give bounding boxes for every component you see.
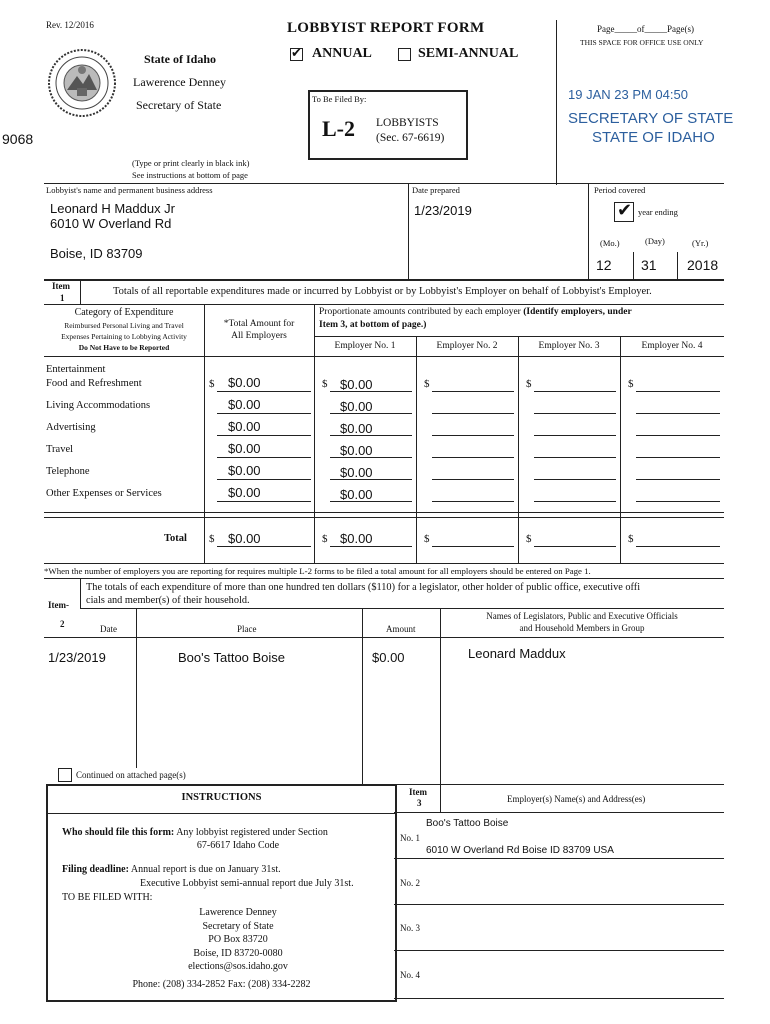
proportion-header: Proportionate amounts contributed by each employer (Identify employers, under [319,307,632,317]
who-should-file-2: 67-6617 Idaho Code [196,840,280,851]
amount-underline [534,479,616,480]
employer-no-2-label: No. 2 [400,878,420,888]
employer-col-3: Employer No. 3 [538,341,600,351]
expense-total-amount[interactable]: $0.00 [228,463,261,478]
employer-col-2: Employer No. 2 [436,341,498,351]
item3-number: 3 [417,798,422,808]
amount-underline [330,413,412,414]
annual-checkbox[interactable] [290,45,303,61]
amount-underline [217,479,311,480]
item2-description-1: The totals of each expenditure of more than one hundred ten dollars ($110) for a legislator, other holder of public office, executive offi [86,582,641,593]
period-covered-label: Period covered [594,185,646,195]
item1-label: Item [52,281,70,291]
period-year[interactable]: 2018 [687,257,719,273]
proportion-header-3: Item 3, at bottom of page.) [319,320,427,330]
instructions-note: See instructions at bottom of page [132,170,248,180]
amount-underline [534,435,616,436]
item1-description: Totals of all reportable expenditures made or incurred by Lobbyist or by Lobbyist's Employer on behalf of Lobbyist's Employer. [113,286,652,297]
dollar-sign: $ [209,533,215,545]
dollar-sign: $ [526,533,532,545]
period-month[interactable]: 12 [596,257,612,273]
amount-underline [432,435,514,436]
item2-entry-date[interactable]: 1/23/2019 [48,650,106,665]
total-all-employers[interactable]: $0.00 [228,531,261,546]
expense-category: Telephone [46,466,90,477]
item1-footnote: *When the number of employers you are reporting for requires multiple L-2 forms to be filed a total amount for all employers should be entered on Page 1. [44,566,591,576]
revision-date: Rev. 12/2016 [46,20,94,30]
date-prepared-label: Date prepared [412,185,460,195]
amount-underline [432,391,514,392]
continued-label: Continued on attached page(s) [76,770,186,780]
amount-underline [534,391,616,392]
item1-number: 1 [60,293,65,303]
expense-category: Other Expenses or Services [46,488,162,499]
amount-underline [217,413,311,414]
dollar-sign: $ [424,378,430,390]
dollar-sign: $ [628,378,634,390]
total-label: Total [164,533,187,544]
lobbyist-address-label: Lobbyist's name and permanent business address [46,185,213,195]
amount-underline [217,457,311,458]
category-note-2: Expenses Pertaining to Lobbying Activity [61,332,187,341]
continued-checkbox[interactable] [58,768,72,782]
item3-header: Employer(s) Name(s) and Address(es) [507,794,646,804]
year-label: (Yr.) [692,238,709,248]
date-prepared[interactable]: 1/23/2019 [414,203,472,218]
dollar-sign: $ [322,533,328,545]
amount-underline [534,457,616,458]
form-title: LOBBYIST REPORT FORM [287,20,485,36]
amount-underline [534,501,616,502]
filing-email[interactable]: elections@sos.idaho.gov [188,961,288,972]
filing-deadline-2: Executive Lobbyist semi-annual report due July 31st. [140,878,354,889]
instructions-title: INSTRUCTIONS [181,792,262,803]
employer-no-1-label: No. 1 [400,833,420,843]
expense-employer-1-amount[interactable]: $0.00 [340,443,373,458]
semi-annual-label: SEMI-ANNUAL [418,46,519,61]
amount-underline [330,479,412,480]
total-header-2: All Employers [231,331,287,341]
amount-underline [432,479,514,480]
item2-col-names-1: Names of Legislators, Public and Executive Officials [486,611,678,621]
employer-1-name[interactable]: Boo's Tattoo Boise [426,818,509,829]
item2-entry-amount[interactable]: $0.00 [372,650,405,665]
amount-underline [330,457,412,458]
expense-employer-1-amount[interactable]: $0.00 [340,399,373,414]
filed-by-label: To Be Filed By: [312,94,367,104]
received-stamp-line1: SECRETARY OF STATE [568,110,734,127]
lobbyist-city[interactable]: Boise, ID 83709 [50,246,143,261]
item2-entry-place[interactable]: Boo's Tattoo Boise [178,650,286,665]
check-icon: ✔ [617,200,633,220]
amount-underline [432,501,514,502]
expense-total-amount[interactable]: $0.00 [228,441,261,456]
item2-col-date: Date [100,624,117,634]
expense-category: Living Accommodations [46,400,151,411]
lobbyist-street[interactable]: 6010 W Overland Rd [50,216,172,231]
entertainment-label: Entertainment [46,364,106,375]
expense-category: Advertising [46,422,96,433]
side-number: 9068 [2,131,34,147]
amount-underline [636,479,720,480]
amount-underline [330,391,412,392]
amount-underline [636,391,720,392]
dollar-sign: $ [322,378,328,390]
idaho-seal-icon [47,48,117,118]
expense-total-amount[interactable]: $0.00 [228,397,261,412]
annual-label: ANNUAL [312,46,372,61]
secretary-name: Lawerence Denney [133,75,226,89]
expense-category: Travel [46,444,74,455]
total-header-1: *Total Amount for [223,319,295,329]
expense-total-amount[interactable]: $0.00 [228,419,261,434]
total-employer-1[interactable]: $0.00 [340,531,373,546]
amount-underline [330,501,412,502]
ink-note: (Type or print clearly in black ink) [132,158,250,168]
dollar-sign: $ [526,378,532,390]
item2-entry-names[interactable]: Leonard Maddux [468,646,566,661]
amount-underline [636,435,720,436]
dollar-sign: $ [209,378,215,390]
employer-col-4: Employer No. 4 [641,341,703,351]
item2-col-names-2: and Household Members in Group [519,623,645,633]
expense-total-amount[interactable]: $0.00 [228,375,261,390]
expense-employer-1-amount[interactable]: $0.00 [340,465,373,480]
expense-category: Food and Refreshment [46,378,142,389]
amount-underline [217,391,311,392]
received-stamp-date: 19 JAN 23 PM 04:50 [568,87,688,102]
filed-by-box [308,90,468,160]
state-name: State of Idaho [144,52,217,66]
employer-col-1: Employer No. 1 [334,341,396,351]
amount-underline [636,413,720,414]
item3-label: Item [409,787,427,797]
page-of-pages: Page_____of_____Page(s) [597,24,694,34]
instructions-box [46,784,397,1002]
who-should-file: Who should file this form: Any lobbyist registered under Section [62,827,328,838]
item2-description-2: cials and member(s) of their household. [86,595,250,606]
expense-employer-1-amount[interactable]: $0.00 [340,421,373,436]
year-ending-checkbox[interactable] [614,202,634,222]
expense-employer-1-amount[interactable]: $0.00 [340,377,373,392]
item2-col-place: Place [237,624,257,634]
employer-no-3-label: No. 3 [400,923,420,933]
lobbyist-name[interactable]: Leonard H Maddux Jr [50,201,176,216]
form-code: L-2 [322,116,355,141]
form-section: (Sec. 67-6619) [376,132,445,144]
employer-1-address[interactable]: 6010 W Overland Rd Boise ID 83709 USA [426,845,614,856]
expense-total-amount[interactable]: $0.00 [228,485,261,500]
form-type: LOBBYISTS [376,117,439,129]
semi-annual-checkbox[interactable] [398,48,411,61]
filing-address: Lawerence Denney Secretary of State PO Box 83720 Boise, ID 83720-0080 elections@sos.idaho.gov [108,906,368,974]
item2-col-amount: Amount [386,624,416,634]
amount-underline [217,501,311,502]
amount-underline [534,413,616,414]
period-day[interactable]: 31 [641,257,657,273]
category-note-1: Reimbursed Personal Living and Travel [64,321,184,330]
amount-underline [432,457,514,458]
amount-underline [636,457,720,458]
expense-employer-1-amount[interactable]: $0.00 [340,487,373,502]
filing-phone: Phone: (208) 334-2852 Fax: (208) 334-2282 [132,979,311,990]
received-stamp-line2: STATE OF IDAHO [592,129,715,146]
category-header: Category of Expenditure [74,307,174,318]
filing-deadline: Filing deadline: Annual report is due on January 31st. [62,864,281,875]
amount-underline [217,435,311,436]
year-ending-label: year ending [638,207,678,217]
dollar-sign: $ [628,533,634,545]
category-note-3: Do Not Have to be Reported [78,343,170,352]
item2-number: 2 [60,619,65,629]
amount-underline [636,501,720,502]
month-label: (Mo.) [600,238,620,248]
office-use-note: THIS SPACE FOR OFFICE USE ONLY [580,38,704,47]
secretary-title: Secretary of State [136,98,222,112]
file-with-label: TO BE FILED WITH: [62,892,153,903]
amount-underline [432,413,514,414]
dollar-sign: $ [424,533,430,545]
check-icon: ✔ [291,45,302,60]
amount-underline [330,435,412,436]
day-label: (Day) [645,236,665,246]
employer-no-4-label: No. 4 [400,970,420,980]
item2-label: Item- [48,600,69,610]
